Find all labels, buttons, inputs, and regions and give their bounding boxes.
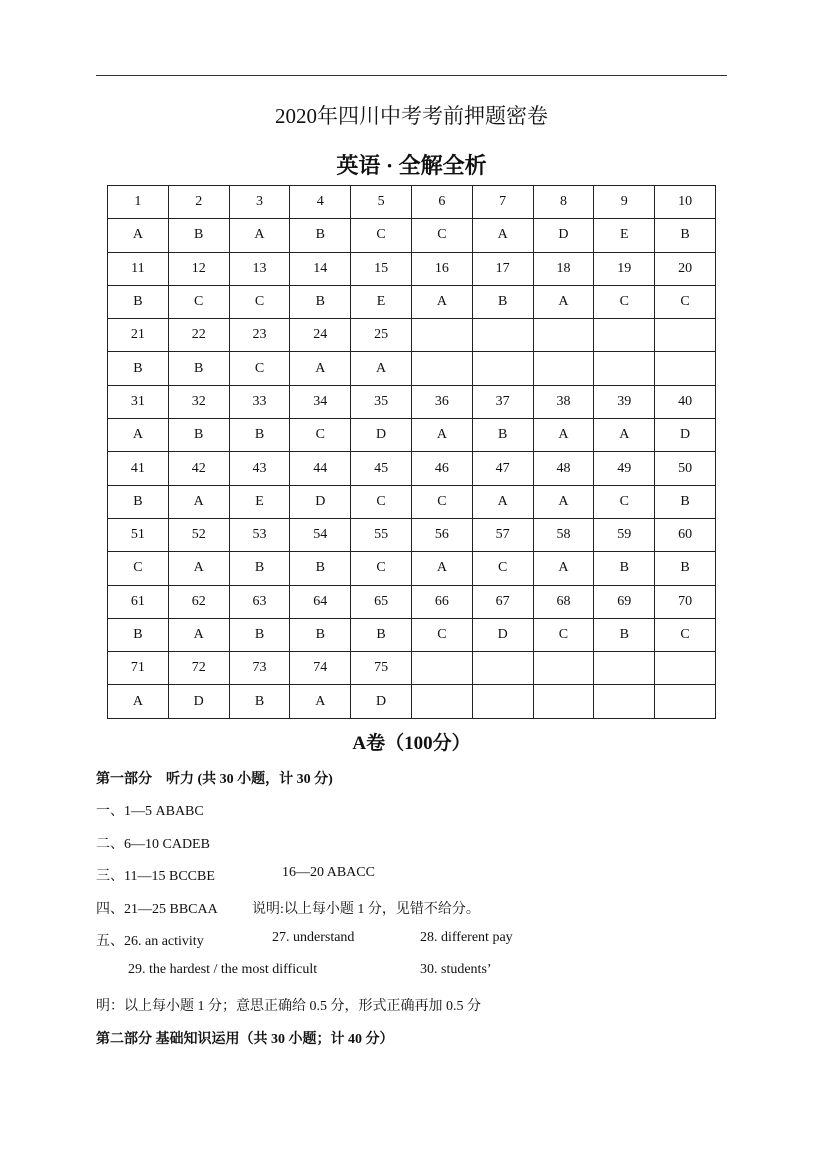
answer-cell: A <box>351 352 412 385</box>
answer-cell: B <box>168 352 229 385</box>
answer-cell: B <box>594 552 655 585</box>
answer-cell: A <box>533 552 594 585</box>
answer-cell: A <box>168 485 229 518</box>
question-number-cell: 56 <box>411 518 472 551</box>
answer-cell: A <box>229 219 290 252</box>
question-number-cell: 57 <box>472 518 533 551</box>
answer-row <box>108 485 716 518</box>
answer-cell: D <box>168 685 229 718</box>
question-number-cell: 20 <box>655 252 716 285</box>
question-number-cell <box>472 652 533 685</box>
answer-cell: A <box>411 419 472 452</box>
question-number-cell: 7 <box>472 186 533 219</box>
question-number-cell: 14 <box>290 252 351 285</box>
answer-cell: C <box>594 485 655 518</box>
page-title: 2020年四川中考考前押题密卷 <box>275 104 548 128</box>
answer-cell: C <box>229 352 290 385</box>
answer-line-3a: 三、11—15 BCCBE <box>96 869 215 884</box>
question-number-row <box>108 585 716 618</box>
question-number-cell: 23 <box>229 319 290 352</box>
answer-cell: C <box>351 552 412 585</box>
question-number-cell: 19 <box>594 252 655 285</box>
question-number-cell: 69 <box>594 585 655 618</box>
question-number-cell <box>594 319 655 352</box>
answer-cell <box>411 352 472 385</box>
question-number-cell: 25 <box>351 319 412 352</box>
question-number-cell: 52 <box>168 518 229 551</box>
question-number-cell: 16 <box>411 252 472 285</box>
question-number-cell: 41 <box>108 452 169 485</box>
answer-cell: D <box>472 618 533 651</box>
question-number-cell: 38 <box>533 385 594 418</box>
question-number-cell: 58 <box>533 518 594 551</box>
answer-cell <box>594 685 655 718</box>
answer-cell <box>655 352 716 385</box>
question-number-cell: 50 <box>655 452 716 485</box>
answer-row <box>108 285 716 318</box>
answer-cell: A <box>290 685 351 718</box>
question-number-cell: 54 <box>290 518 351 551</box>
section-a-title: A卷（100分） <box>352 733 471 754</box>
scoring-note: 明：以上每小题 1 分；意思正确给 0.5 分，形式正确再加 0.5 分 <box>96 999 481 1014</box>
question-number-cell: 74 <box>290 652 351 685</box>
question-number-row <box>108 518 716 551</box>
question-number-cell: 75 <box>351 652 412 685</box>
question-number-cell: 1 <box>108 186 169 219</box>
answer-cell: D <box>655 419 716 452</box>
answer-cell: A <box>411 552 472 585</box>
question-number-cell: 3 <box>229 186 290 219</box>
answer-cell: E <box>351 285 412 318</box>
answer-cell: D <box>533 219 594 252</box>
answer-30: 30. students’ <box>420 962 492 977</box>
question-number-row <box>108 252 716 285</box>
question-number-cell: 17 <box>472 252 533 285</box>
answer-row <box>108 419 716 452</box>
answer-cell: E <box>594 219 655 252</box>
question-number-cell: 60 <box>655 518 716 551</box>
answer-cell: A <box>594 419 655 452</box>
question-number-cell: 18 <box>533 252 594 285</box>
answer-line-4b: 说明:以上每小题 1 分，见错不给分。 <box>252 902 480 917</box>
question-number-cell: 73 <box>229 652 290 685</box>
answer-line-1: 一、1—5 ABABC <box>96 804 204 819</box>
question-number-cell: 35 <box>351 385 412 418</box>
answer-cell: B <box>472 285 533 318</box>
answer-cell: A <box>411 285 472 318</box>
answer-cell: C <box>168 285 229 318</box>
question-number-cell: 44 <box>290 452 351 485</box>
question-number-cell: 51 <box>108 518 169 551</box>
answer-cell: B <box>229 685 290 718</box>
question-number-cell <box>594 652 655 685</box>
question-number-cell: 34 <box>290 385 351 418</box>
question-number-cell: 4 <box>290 186 351 219</box>
question-number-cell: 42 <box>168 452 229 485</box>
question-number-cell: 33 <box>229 385 290 418</box>
question-number-cell: 15 <box>351 252 412 285</box>
answer-cell: C <box>411 485 472 518</box>
question-number-row <box>108 652 716 685</box>
answer-cell: B <box>290 219 351 252</box>
answer-cell: D <box>351 685 412 718</box>
answer-cell: A <box>472 219 533 252</box>
answer-cell: B <box>108 285 169 318</box>
question-number-cell: 22 <box>168 319 229 352</box>
answer-cell: B <box>108 618 169 651</box>
question-number-cell <box>655 319 716 352</box>
question-number-cell: 46 <box>411 452 472 485</box>
answer-cell: B <box>594 618 655 651</box>
answer-cell: B <box>108 485 169 518</box>
answer-cell: C <box>108 552 169 585</box>
page-subtitle: 英语 · 全解全析 <box>336 153 487 178</box>
answer-cell: C <box>229 285 290 318</box>
question-number-row <box>108 385 716 418</box>
answer-cell <box>594 352 655 385</box>
question-number-cell: 6 <box>411 186 472 219</box>
answer-cell: C <box>290 419 351 452</box>
answer-29: 29. the hardest / the most difficult <box>128 962 318 977</box>
answer-table <box>107 185 716 719</box>
answer-cell: B <box>290 618 351 651</box>
question-number-cell: 68 <box>533 585 594 618</box>
answer-cell: B <box>472 419 533 452</box>
answer-27: 27. understand <box>272 930 355 945</box>
question-number-cell: 47 <box>472 452 533 485</box>
question-number-cell: 49 <box>594 452 655 485</box>
question-number-row <box>108 186 716 219</box>
answer-cell: B <box>290 285 351 318</box>
question-number-cell: 53 <box>229 518 290 551</box>
answer-cell: C <box>533 618 594 651</box>
answer-cell: A <box>108 685 169 718</box>
question-number-cell: 72 <box>168 652 229 685</box>
answer-cell: B <box>229 552 290 585</box>
question-number-cell: 37 <box>472 385 533 418</box>
answer-cell: B <box>290 552 351 585</box>
answer-cell <box>533 685 594 718</box>
answer-row <box>108 352 716 385</box>
question-number-cell: 70 <box>655 585 716 618</box>
question-number-cell: 9 <box>594 186 655 219</box>
question-number-cell <box>472 319 533 352</box>
question-number-cell: 48 <box>533 452 594 485</box>
question-number-cell: 67 <box>472 585 533 618</box>
answer-cell: D <box>290 485 351 518</box>
answer-cell: B <box>229 618 290 651</box>
question-number-cell <box>411 652 472 685</box>
question-number-cell <box>411 319 472 352</box>
answer-cell: A <box>533 485 594 518</box>
answer-cell <box>655 685 716 718</box>
answer-row <box>108 219 716 252</box>
answer-cell: C <box>472 552 533 585</box>
answer-cell: A <box>108 419 169 452</box>
question-number-cell: 59 <box>594 518 655 551</box>
question-number-cell: 55 <box>351 518 412 551</box>
question-number-cell: 39 <box>594 385 655 418</box>
question-number-cell: 12 <box>168 252 229 285</box>
question-number-row <box>108 452 716 485</box>
answer-cell: A <box>533 285 594 318</box>
question-number-cell: 36 <box>411 385 472 418</box>
answer-cell: B <box>351 618 412 651</box>
answer-line-3b: 16—20 ABACC <box>282 865 375 880</box>
answer-cell: C <box>655 618 716 651</box>
answer-cell: B <box>168 419 229 452</box>
answer-cell: A <box>290 352 351 385</box>
answer-row <box>108 552 716 585</box>
answer-line-2: 二、6—10 CADEB <box>96 837 210 852</box>
question-number-cell: 63 <box>229 585 290 618</box>
question-number-cell: 2 <box>168 186 229 219</box>
question-number-cell: 10 <box>655 186 716 219</box>
answer-26: 五、26. an activity <box>96 934 204 949</box>
answer-cell: B <box>655 552 716 585</box>
answer-cell: A <box>168 552 229 585</box>
question-number-cell: 13 <box>229 252 290 285</box>
question-number-cell: 5 <box>351 186 412 219</box>
answer-cell: C <box>594 285 655 318</box>
answer-line-4a: 四、21—25 BBCAA <box>96 902 218 917</box>
question-number-cell: 45 <box>351 452 412 485</box>
question-number-cell: 71 <box>108 652 169 685</box>
question-number-cell: 32 <box>168 385 229 418</box>
question-number-cell <box>655 652 716 685</box>
answer-cell: C <box>411 618 472 651</box>
answer-cell: A <box>168 618 229 651</box>
answer-cell <box>472 685 533 718</box>
answer-cell: B <box>655 485 716 518</box>
answer-cell: C <box>351 485 412 518</box>
answer-cell: C <box>351 219 412 252</box>
question-number-cell: 11 <box>108 252 169 285</box>
question-number-cell: 31 <box>108 385 169 418</box>
answer-row <box>108 618 716 651</box>
answer-cell: A <box>108 219 169 252</box>
answer-cell: E <box>229 485 290 518</box>
question-number-cell <box>533 652 594 685</box>
part2-heading: 第二部分 基础知识运用（共 30 小题；计 40 分） <box>96 1032 394 1047</box>
question-number-cell: 64 <box>290 585 351 618</box>
answer-cell: B <box>229 419 290 452</box>
answer-row <box>108 685 716 718</box>
question-number-cell <box>533 319 594 352</box>
answer-cell: C <box>655 285 716 318</box>
question-number-row <box>108 319 716 352</box>
part1-heading: 第一部分 听力 (共 30 小题，计 30 分) <box>96 772 333 787</box>
question-number-cell: 66 <box>411 585 472 618</box>
question-number-cell: 8 <box>533 186 594 219</box>
answer-cell <box>411 685 472 718</box>
answer-cell: B <box>168 219 229 252</box>
question-number-cell: 61 <box>108 585 169 618</box>
answer-cell: C <box>411 219 472 252</box>
answer-cell: B <box>655 219 716 252</box>
answer-28: 28. different pay <box>420 930 513 945</box>
answer-cell: B <box>108 352 169 385</box>
top-rule <box>96 75 727 76</box>
answer-cell <box>472 352 533 385</box>
answer-cell <box>533 352 594 385</box>
question-number-cell: 62 <box>168 585 229 618</box>
question-number-cell: 24 <box>290 319 351 352</box>
question-number-cell: 65 <box>351 585 412 618</box>
question-number-cell: 43 <box>229 452 290 485</box>
answer-cell: D <box>351 419 412 452</box>
question-number-cell: 21 <box>108 319 169 352</box>
question-number-cell: 40 <box>655 385 716 418</box>
answer-cell: A <box>533 419 594 452</box>
answer-cell: A <box>472 485 533 518</box>
